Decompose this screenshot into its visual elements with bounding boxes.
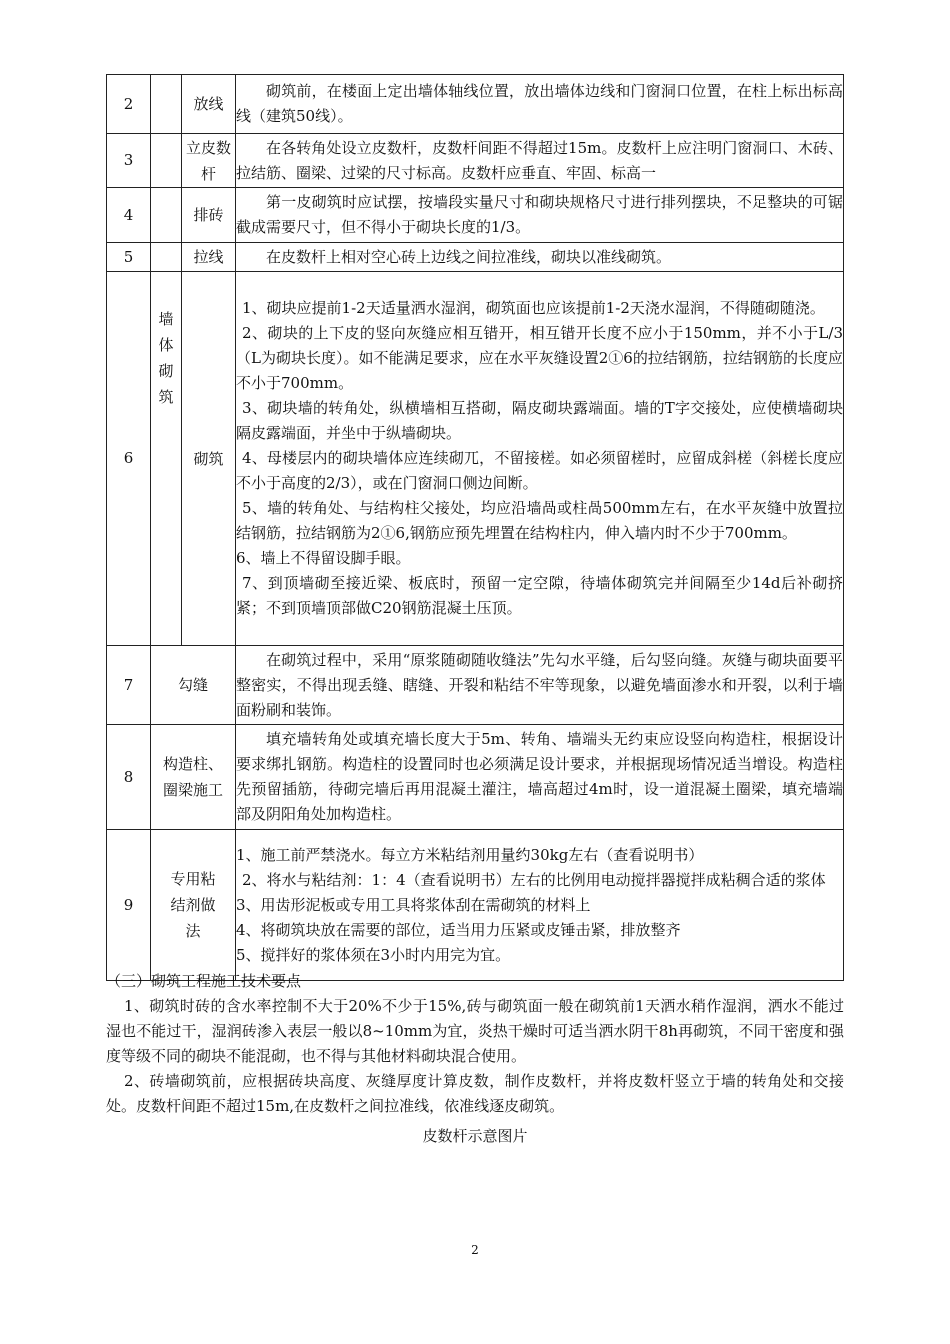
- row-item-name: 专用粘结剂做法: [151, 830, 236, 981]
- table-row: [107, 188, 844, 243]
- row-item-name: 立皮数杆: [182, 134, 236, 188]
- row-number: 8: [107, 725, 151, 830]
- row-description: 在皮数杆上相对空心砖上边线之间拉准线，砌块以准线砌筑。: [236, 243, 844, 272]
- construction-table: [106, 74, 844, 981]
- page-number: 2: [471, 1243, 479, 1257]
- row-number: 9: [107, 830, 151, 981]
- table-row: [107, 646, 844, 725]
- row-description: 在砌筑过程中，采用“原浆随砌随收缝法”先勾水平缝，后勾竖向缝。灰缝与砌块面要平整密实，不得出现丢缝、瞎缝、开裂和粘结不牢等现象，以避免墙面渗水和开裂，以利于墙面粉刷和装饰。: [236, 646, 844, 725]
- row-description: 在各转角处设立皮数杆，皮数杆间距不得超过15m。皮数杆上应注明门窗洞口、木砖、拉结筋、圈梁、过梁的尺寸标高。皮数杆应垂直、牢固、标高一: [236, 134, 844, 188]
- row-category: [151, 75, 182, 134]
- table-row: [107, 134, 844, 188]
- technical-points-section: [106, 969, 844, 1119]
- row-category: [151, 188, 182, 243]
- row-category: [151, 134, 182, 188]
- row-number: 7: [107, 646, 151, 725]
- table-row: [107, 243, 844, 272]
- row-item-name: 构造柱、圈梁施工: [151, 725, 236, 830]
- row-number: 6: [107, 272, 151, 646]
- row-number: 2: [107, 75, 151, 134]
- paragraph: 1、砌筑时砖的含水率控制不大于20%不少于15%,砖与砌筑面一般在砌筑前1天洒水稍作湿润，洒水不能过湿也不能过干，湿润砖渗入表层一般以8~10mm为宜，炎热干燥时可适当洒水阴干8h再砌筑，不同干密度和强度等级不同的砌块不能混砌，也不得与其他材料砌块混合使用。: [106, 997, 844, 1065]
- row-item-name: 拉线: [182, 243, 236, 272]
- row-item-name: 勾缝: [151, 646, 236, 725]
- row-item-name: 放线: [182, 75, 236, 134]
- table-row: [107, 75, 844, 134]
- row-description: 砌筑前，在楼面上定出墙体轴线位置，放出墙体边线和门窗洞口位置，在柱上标出标高线（建筑50线）。: [236, 75, 844, 134]
- row-description: 1、施工前严禁浇水。每立方米粘结剂用量约30kg左右（查看说明书） 2、将水与粘结剂：1：4（查看说明书）左右的比例用电动搅拌器搅拌成粘稠合适的浆体 3、用齿形泥板或专用工具将浆体刮在需砌筑的材料上 4、将砌筑块放在需要的部位，适当用力压紧或皮锤击紧，排放整齐 5、搅拌好的浆体须在3小时内用完为宜。: [236, 830, 844, 981]
- row-number: 4: [107, 188, 151, 243]
- row-item-name: 砌筑: [182, 272, 236, 646]
- row-description: 第一皮砌筑时应试摆，按墙段实量尺寸和砌块规格尺寸进行排列摆块，不足整块的可锯截成需要尺寸，但不得小于砌块长度的1/3。: [236, 188, 844, 243]
- row-category: [151, 243, 182, 272]
- figure-caption: 皮数杆示意图片: [422, 1127, 528, 1145]
- row-description: 1、砌块应提前1-2天适量洒水湿润，砌筑面也应该提前1-2天浇水湿润，不得随砌随浇。 2、砌块的上下皮的竖向灰缝应相互错开，相互错开长度不应小于150mm，并不小于L/3（L为砌块长度）。如不能满足要求，应在水平灰缝设置2①6的拉结钢筋，拉结钢筋的长度应不小于700mm。 3、砌块墙的转角处，纵横墙相互搭砌，隔皮砌块露端面。墙的T字交接处，应使横墙砌块隔皮露端面，并坐中于纵墙砌块。 4、母楼层内的砌块墙体应连续砌兀，不留接槎。如必须留槎时，应留成斜槎（斜槎长度应不小于高度的2/3），或在门窗洞口侧边间断。 5、墙的转角处、与结构柱父接处，均应沿墙咼或柱咼500mm左右，在水平灰缝中放置拉结钢筋，拉结钢筋为2①6,钢筋应预先埋置在结构柱内，伸入墙内时不少于700mm。 6、墙上不得留设脚手眼。 7、到顶墙砌至接近梁、板底时，预留一定空隙，待墙体砌筑完并间隔至少14d后补砌挤紧；不到顶墙顶部做C20钢筋混凝土压顶。: [236, 272, 844, 646]
- row-number: 5: [107, 243, 151, 272]
- paragraph: 2、砖墙砌筑前，应根据砖块高度、灰缝厚度计算皮数，制作皮数杆，并将皮数杆竖立于墙的转角处和交接处。皮数杆间距不超过15m,在皮数杆之间拉准线，依准线逐皮砌筑。: [106, 1072, 844, 1115]
- row-description: 填充墙转角处或填充墙长度大于5m、转角、墙端头无约束应设竖向构造柱，根据设计要求绑扎钢筋。构造柱的设置同时也必须满足设计要求，并根据现场情况适当增设。构造柱先预留插筋，待砌完墙后再用混凝土灌注，墙高超过4m时，设一道混凝土圈梁，填充墙端部及阴阳角处加构造柱。: [236, 725, 844, 830]
- table-row: [107, 725, 844, 830]
- row-category: 墙体砌筑: [151, 272, 182, 646]
- section-heading: （三）砌筑工程施工技术要点: [106, 972, 302, 990]
- table-row: [107, 830, 844, 981]
- table-row: [107, 272, 844, 646]
- row-item-name: 排砖: [182, 188, 236, 243]
- row-number: 3: [107, 134, 151, 188]
